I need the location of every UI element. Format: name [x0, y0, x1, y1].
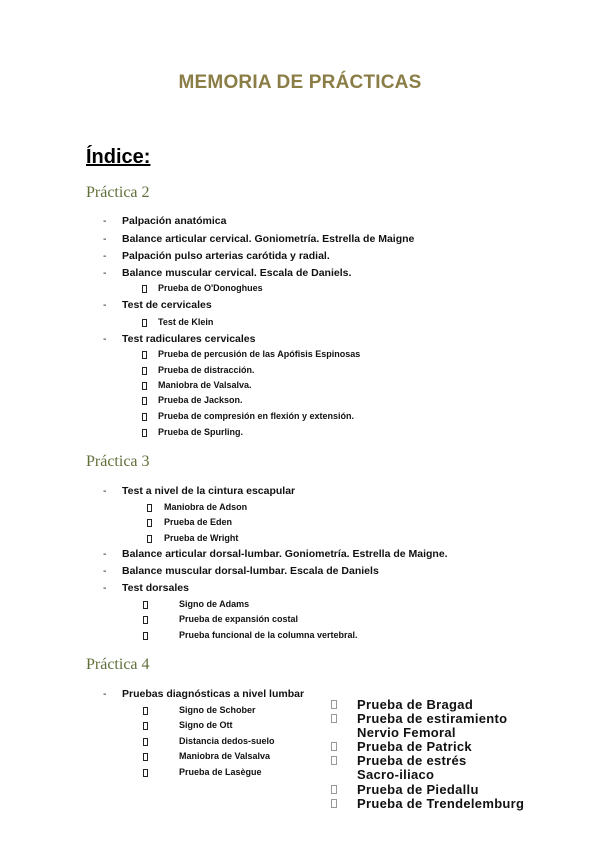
dash-marker: -: [103, 267, 107, 279]
bullet-box-icon: [142, 413, 147, 421]
bullet-box-icon: [331, 785, 337, 794]
dash-marker: -: [103, 582, 107, 594]
list-item: - Test de cervicales: [103, 299, 212, 311]
bullet-box-icon: [331, 700, 337, 709]
list-item: - Pruebas diagnósticas a nivel lumbar: [103, 688, 305, 700]
bullet-box-icon: [143, 753, 148, 761]
bullet-box-icon: [142, 351, 147, 359]
list-item: - Test radiculares cervicales: [103, 333, 256, 345]
bullet-box-icon: [143, 632, 148, 640]
section-heading-practica-2: Práctica 2: [86, 184, 150, 201]
bullet-box-icon: [331, 742, 337, 751]
list-item: - Palpación pulso arterias carótida y radial.: [103, 250, 330, 262]
list-item: - Balance articular cervical. Goniometría. Estrella de Maigne: [103, 233, 415, 245]
bullet-box-icon: [142, 429, 147, 437]
page-title: MEMORIA DE PRÁCTICAS: [178, 72, 422, 93]
bullet-box-icon: [142, 397, 147, 405]
list-item: - Balance articular dorsal-lumbar. Goniometría. Estrella de Maigne.: [103, 548, 448, 560]
bullet-box-icon: [331, 714, 337, 723]
bullet-box-icon: [142, 285, 147, 293]
dash-marker: -: [103, 233, 107, 245]
list-item: - Test dorsales: [103, 582, 189, 594]
bullet-box-icon: [147, 535, 152, 543]
dash-marker: -: [103, 250, 107, 262]
dash-marker: -: [103, 333, 107, 345]
bullet-box-icon: [331, 756, 337, 765]
dash-marker: -: [103, 485, 107, 497]
dash-marker: -: [103, 688, 107, 700]
bullet-box-icon: [331, 799, 337, 808]
section-heading-practica-3: Práctica 3: [86, 453, 150, 470]
dash-marker: -: [103, 215, 107, 227]
bullet-box-icon: [147, 519, 152, 527]
bullet-box-icon: [143, 738, 148, 746]
dash-marker: -: [103, 548, 107, 560]
dash-marker: -: [103, 565, 107, 577]
bullet-box-icon: [143, 769, 148, 777]
list-item: - Balance muscular cervical. Escala de Daniels.: [103, 267, 352, 279]
bullet-box-icon: [143, 707, 148, 715]
dash-marker: -: [103, 299, 107, 311]
list-item: - Palpación anatómica: [103, 215, 227, 227]
list-item: - Test a nivel de la cintura escapular: [103, 485, 296, 497]
list-item: - Balance muscular dorsal-lumbar. Escala de Daniels: [103, 565, 379, 577]
bullet-box-icon: [142, 367, 147, 375]
bullet-box-icon: [143, 616, 148, 624]
right-list-item-continuation: Nervio Femoral: [357, 725, 456, 740]
bullet-box-icon: [143, 722, 148, 730]
index-heading: Índice:: [86, 146, 151, 168]
bullet-box-icon: [147, 504, 152, 512]
right-list-item-continuation: Sacro-iliaco: [357, 767, 435, 782]
bullet-box-icon: [143, 601, 148, 609]
section-heading-practica-4: Práctica 4: [86, 656, 150, 673]
bullet-box-icon: [142, 382, 147, 390]
bullet-box-icon: [142, 319, 147, 327]
